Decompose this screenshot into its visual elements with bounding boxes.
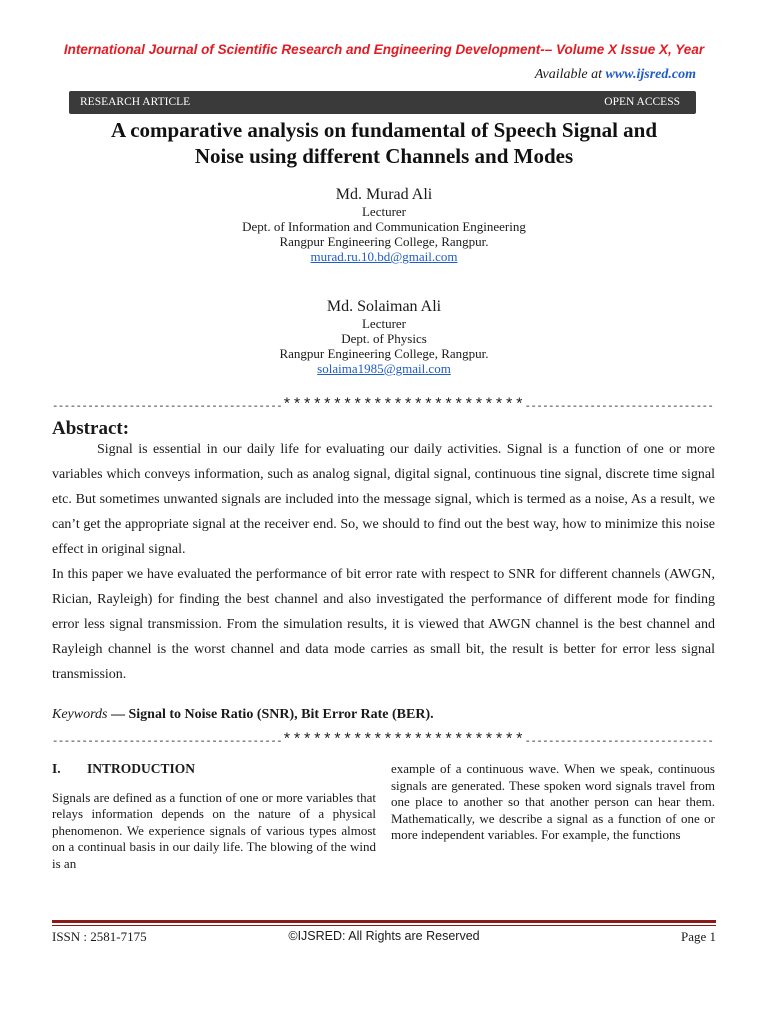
author-role: Lecturer [361, 316, 407, 331]
keywords-label: Keywords [52, 707, 108, 722]
footer-page-number: Page 1 [680, 929, 716, 944]
separator-stars: ************************ [282, 731, 525, 749]
separator-top [52, 396, 716, 414]
article-type-bar [69, 91, 696, 114]
footer-rule-thick [52, 920, 716, 923]
journal-header: International Journal of Scientific Research and Engineering Development-– Volume X Issue X, Year [63, 42, 705, 57]
footer-rule-thin [52, 925, 716, 926]
title-line-2: Noise using different Channels and Modes [194, 144, 574, 168]
footer-issn: ISSN : 2581-7175 [52, 929, 147, 944]
paper-title [60, 117, 708, 169]
keywords-text: — Signal to Noise Ratio (SNR), Bit Error Rate (BER). [107, 707, 434, 722]
open-access-label: OPEN ACCESS [604, 96, 680, 108]
abstract-heading: Abstract: [52, 418, 130, 439]
author-name: Md. Solaiman Ali [326, 298, 442, 315]
research-article-label: RESEARCH ARTICLE [80, 96, 191, 108]
section-title: INTRODUCTION [87, 761, 196, 776]
availability-line [535, 67, 696, 83]
author-college: Rangpur Engineering College, Rangpur. [279, 346, 489, 361]
separator-dashes: -------------------------------- [524, 736, 714, 748]
separator-bottom [52, 731, 716, 749]
journal-url-link[interactable]: www.ijsred.com [605, 67, 696, 82]
keywords-line [52, 707, 434, 723]
section-heading-introduction [52, 761, 376, 778]
author-block-1 [0, 185, 768, 264]
footer-rights: ©IJSRED: All Rights are Reserved [288, 929, 480, 943]
author-email-link[interactable]: solaima1985@gmail.com [317, 361, 451, 376]
author-college: Rangpur Engineering College, Rangpur. [279, 234, 489, 249]
author-role: Lecturer [361, 204, 407, 219]
abstract-paragraph-2: In this paper we have evaluated the performance of bit error rate with respect to SNR for different channels (AWGN, Rician, Rayleigh) for finding the best channel and also investigated the performance of different mode for finding error less signal transmission. From the simulation results, it is viewed that AWGN channel is the best channel and Rayleigh channel is the worst channel and data mode carries as small bit, the result is better for error less signal transmission. [52, 567, 715, 682]
separator-dashes: -------------------------------- [524, 401, 714, 413]
intro-paragraph-right: example of a continuous wave. When we speak, continuous signals are generated. These spoken word signals travel from one place to another so that another person can hear them. Mathematically, we describe a signal as a function of one or more independent variables. For example, the functions [391, 761, 715, 842]
author-name: Md. Murad Ali [335, 186, 433, 203]
section-number: I. [52, 761, 61, 776]
abstract-paragraph-1: Signal is essential in our daily life for evaluating our daily activities. Signal is a function of one or more variables which conveys information, such as analog signal, digital signal, continuous tine signal, discrete time signal etc. But sometimes unwanted signals are included into the message signal, which is termed as a noise, As a result, we can’t get the appropriate signal at the receiver end. So, we should to find out the best way, how to minimize this noise effect in original signal. [52, 442, 715, 557]
column-right [391, 761, 715, 844]
author-email-link[interactable]: murad.ru.10.bd@gmail.com [310, 249, 458, 264]
separator-stars: ************************ [282, 396, 525, 414]
separator-dashes: --------------------------------------- [52, 401, 283, 413]
separator-dashes: --------------------------------------- [52, 736, 283, 748]
abstract-body [52, 437, 715, 687]
available-prefix: Available at [534, 67, 606, 82]
title-line-1: A comparative analysis on fundamental of Speech Signal and [110, 118, 658, 142]
author-block-2 [0, 297, 768, 376]
author-dept: Dept. of Information and Communication Engineering [242, 219, 526, 234]
author-dept: Dept. of Physics [341, 331, 427, 346]
column-left [52, 761, 376, 872]
intro-paragraph-left: Signals are defined as a function of one or more variables that relays information depends on the nature of a physical phenomenon. We experience signals of various types almost on a continual basis in our daily life. The blowing of the wind is an [52, 789, 376, 871]
